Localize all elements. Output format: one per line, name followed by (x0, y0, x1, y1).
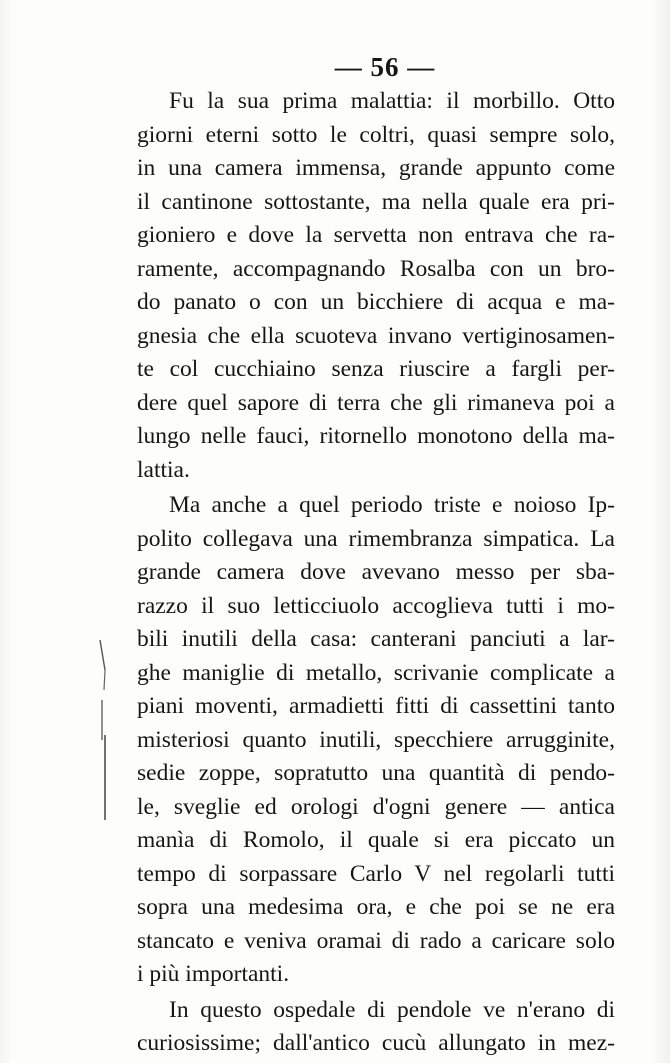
text-line: piani moventi, armadietti fitti di cassettini tanto (137, 693, 615, 719)
page-number: — 56 — (334, 52, 436, 82)
text-line: i più importanti. (137, 961, 290, 987)
paragraph-3 (137, 994, 615, 1061)
text-line: curiosissime; dall'antico cucù allungato in mez- (137, 1030, 615, 1056)
text-line: tempo di sorpassare Carlo V nel regolarli tutti (137, 860, 615, 887)
text-line: misteriosi quanto inutili, specchiere arrugginite, (137, 726, 615, 753)
text-line: il cantinone sottostante, ma nella quale era pri- (137, 188, 615, 215)
text-line: sopra una medesima ora, e che poi se ne era (137, 894, 615, 920)
text-line: bili inutili della casa: canterani panciuti a lar- (137, 626, 615, 652)
text-line: lattia. (137, 456, 190, 483)
text-line: Fu la sua prima malattia: il morbillo. Otto (169, 88, 615, 114)
text-line: gioniero e dove la servetta non entrava che ra- (137, 222, 615, 248)
text-line: Ma anche a quel periodo triste e noioso Ip- (169, 492, 615, 518)
text-line: giorni eterni sotto le coltri, quasi sempre solo, (137, 121, 615, 148)
text-line: do panato o con un bicchiere di acqua e ma- (137, 289, 615, 315)
text-line: in una camera immensa, grande appunto come (137, 155, 615, 181)
text-line: lungo nelle fauci, ritornello monotono della ma- (137, 423, 615, 449)
body-text (137, 85, 615, 1061)
text-line: ghe maniglie di metallo, scrivanie complicate a (137, 659, 615, 686)
text-line: manìa di Romolo, il quale si era piccato un (137, 827, 615, 853)
text-line: sedie zoppe, sopratutto una quantità di pendo- (137, 760, 615, 786)
text-line: gnesia che ella scuoteva invano vertiginosamen- (137, 322, 615, 349)
paragraph-1 (137, 85, 615, 487)
text-line: polito collegava una rimembranza simpatica. La (137, 525, 615, 552)
text-line: te col cucchiaino senza riuscire a fargli per- (137, 356, 615, 382)
text-line: grande camera dove avevano messo per sba- (137, 559, 615, 585)
margin-pencil-mark (96, 630, 116, 830)
text-line: stancato e veniva oramai di rado a caricare solo (137, 927, 615, 954)
text-line: ramente, accompagnando Rosalba con un bro- (137, 255, 615, 282)
text-line: razzo il suo letticciuolo accoglieva tutti i mo- (137, 592, 615, 619)
paragraph-2 (137, 489, 615, 992)
text-line: dere quel sapore di terra che gli rimaneva poi a (137, 389, 615, 416)
text-line: In questo ospedale di pendole ve n'erano di (169, 996, 615, 1023)
text-line: le, sveglie ed orologi d'ogni genere — antica (137, 793, 615, 820)
